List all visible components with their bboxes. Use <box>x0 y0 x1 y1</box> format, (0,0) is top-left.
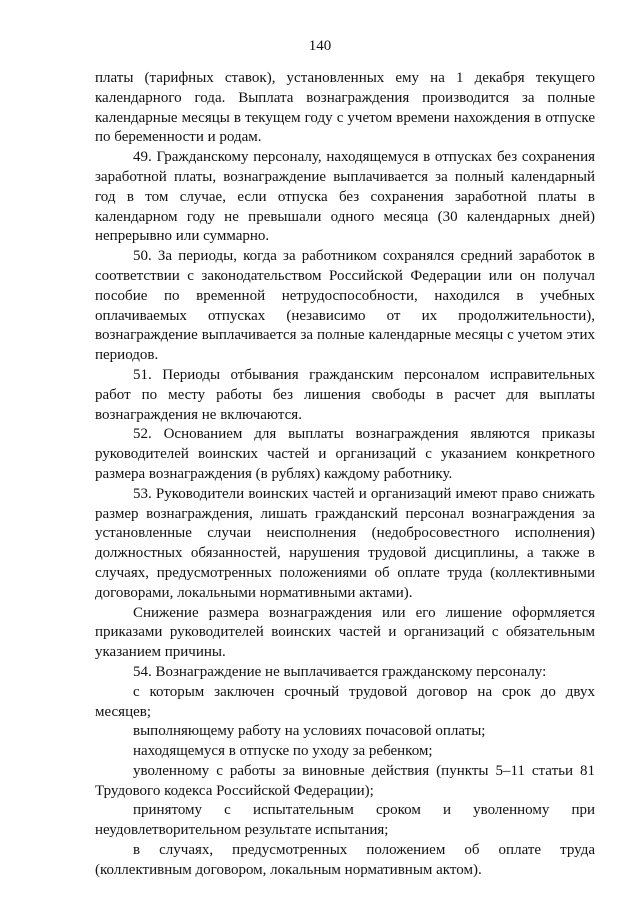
paragraph-53-reduction: Снижение размера вознаграждения или его лишение оформляется приказами руководителей воинских частей и организаций с обязательным указанием причины. <box>95 604 595 661</box>
page-number: 140 <box>308 38 332 54</box>
list-item: принятому с испытательным сроком и уволенному при неудовлетворительном результате испытания; <box>95 802 595 839</box>
paragraph-continuation: платы (тарифных ставок), установленных ему на 1 декабря текущего календарного года. Выплата вознаграждения производится за полные календарные месяцы в текущем году с учетом времени нахождения в отпуске по беременности и родам. <box>95 70 595 146</box>
paragraph-50: 50. За периоды, когда за работником сохранялся средний заработок в соответствии с законодательством Российской Федерации или он получал пособие по временной нетрудоспособности, находился в учебных оплачиваемых отпусках (независимо от их продолжительности), вознаграждение выплачивается за полные календарные месяцы с учетом этих периодов. <box>95 248 595 364</box>
list-item: находящемуся в отпуске по уходу за ребенком; <box>133 743 433 760</box>
list-item: с которым заключен срочный трудовой договор на срок до двух месяцев; <box>95 683 595 720</box>
list-item: выполняющему работу на условиях почасовой оплаты; <box>133 723 486 740</box>
paragraph-54: 54. Вознаграждение не выплачивается гражданскому персоналу: <box>133 663 547 680</box>
document-body <box>95 69 595 881</box>
list-item: в случаях, предусмотренных положением об оплате труда (коллективным договором, локальным нормативным актом). <box>95 842 595 878</box>
paragraph-52: 52. Основанием для выплаты вознаграждения являются приказы руководителей воинских частей и организаций с указанием конкретного размера вознаграждения (в рублях) каждому работнику. <box>95 426 595 482</box>
list-item: уволенному с работы за виновные действия (пункты 5–11 статьи 81 Трудового кодекса Российской Федерации); <box>95 762 595 799</box>
paragraph-51: 51. Периоды отбывания гражданским персоналом исправительных работ по месту работы без лишения свободы в расчет для выплаты вознаграждения не включаются. <box>95 366 595 423</box>
paragraph-53: 53. Руководители воинских частей и организаций имеют право снижать размер вознаграждения, лишать гражданский персонал вознаграждения за установленные случаи неисполнения (недобросовестного исполнения) должностных обязанностей, нарушения трудовой дисциплины, а также в случаях, предусмотренных положениями об оплате труда (коллективными договорами, локальными нормативными актами). <box>95 485 595 601</box>
paragraph-49: 49. Гражданскому персоналу, находящемуся в отпусках без сохранения заработной платы, вознаграждение выплачивается за полный календарный год в том случае, если отпуска без сохранения заработной платы в календарном году не превышали одного месяца (30 календарных дней) непрерывно или суммарно. <box>95 149 595 245</box>
